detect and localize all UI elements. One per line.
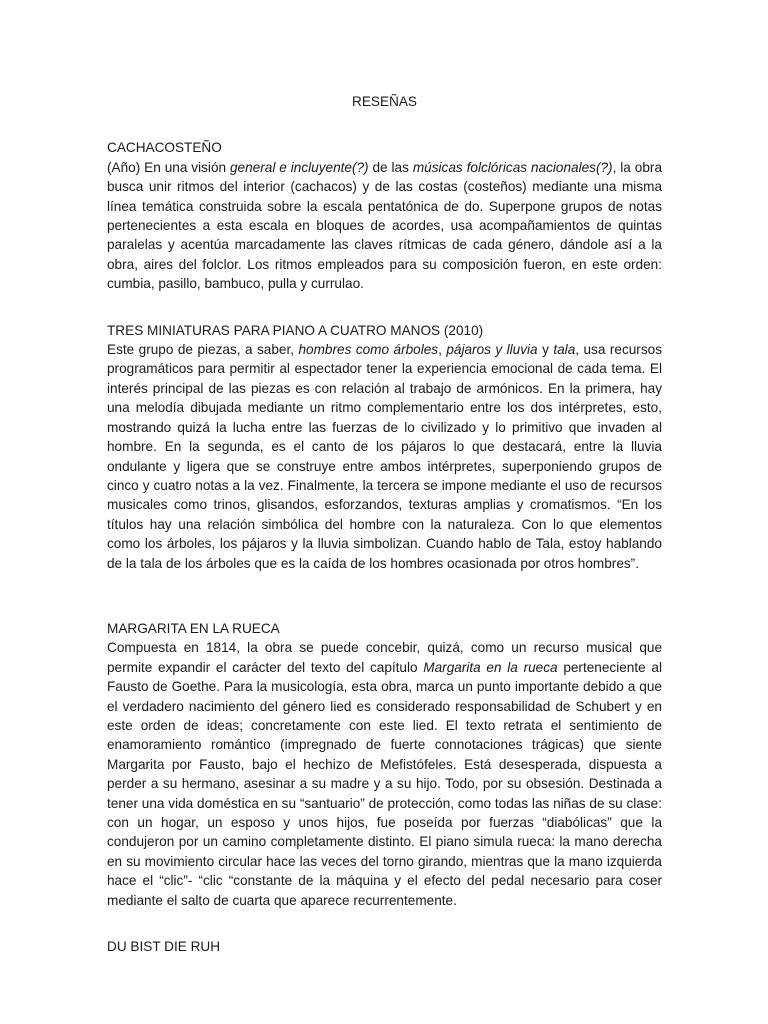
- text-run: ,: [438, 342, 447, 358]
- section-heading: TRES MINIATURAS PARA PIANO A CUATRO MANOS (2010): [107, 322, 484, 338]
- review-margarita-en-la-rueca: [107, 619, 662, 910]
- text-run: , la obra busca unir ritmos del interior (cachacos) y de las costas (costeños) mediante una misma línea temática construida sobre la escala pentatónica de do. Superpone grupos de notas pertenecientes a esta escala en bloques de acordes, usa acompañamientos de quintas paralelas y acentúa marcadamente las claves rítmicas de cada género, dándole así a la obra, aires del folclor. Los ritmos empleados para su composición fueron, en este orden: cumbia, pasillo, bambuco, pulla y currulao.: [107, 159, 663, 292]
- italic-run: Margarita en la rueca: [423, 659, 558, 675]
- italic-run: pájaros y lluvia: [446, 342, 538, 358]
- text-run: (Año) En una visión: [107, 159, 230, 175]
- review-cachacosteno: [107, 138, 662, 293]
- section-heading: CACHACOSTEÑO: [107, 140, 222, 156]
- text-run: Este grupo de piezas, a saber,: [107, 342, 299, 358]
- section-heading: DU BIST DIE RUH: [107, 939, 221, 955]
- text-run: Compuesta en 1814, la obra se puede concebir, quizá, como un recurso musical que permite expandir el carácter del texto del capítulo: [107, 640, 662, 675]
- page-title: RESEÑAS: [352, 94, 417, 109]
- review-tres-miniaturas: [107, 321, 662, 573]
- italic-run: músicas folclóricas nacionales(?): [412, 159, 613, 175]
- text-run: y: [537, 342, 554, 358]
- review-du-bist-die-ruh: [107, 937, 662, 956]
- section-heading: MARGARITA EN LA RUECA: [107, 620, 280, 636]
- italic-run: general e incluyente(?): [230, 159, 369, 175]
- italic-run: hombres como árboles: [298, 342, 439, 358]
- section-paragraph: [107, 340, 662, 573]
- text-run: , usa recursos programáticos para permitir al espectador tener la experiencia emocional de cada tema. El interés principal de las piezas es con relación al trabajo de armónicos. En la primera, hay una melodía dibujada mediante un ritmo complementario entre los dos intérpretes, esto, mostrando quizá la lucha entre las fuerzas de lo civilizado y lo primitivo que invaden al hombre. En la segunda, es el canto de los pájaros lo que destacará, entre la lluvia ondulante y ligera que se construye entre ambos intérpretes, superponiendo grupos de cinco y cuatro notas a la vez. Finalmente, la tercera se impone mediante el uso de recursos musicales como trinos, glisandos, esforzandos, texturas amplias y cromatismos. “En los títulos hay una relación simbólica del hombre con la naturaleza. Con lo que elementos como los árboles, los pájaros y la lluvia simbolizan. Cuando hablo de Tala, estoy hablando de la tala de los árboles que es la caída de los hombres ocasionada por otros hombres”.: [107, 342, 662, 571]
- italic-run: tala: [553, 342, 576, 358]
- text-run: perteneciente al Fausto de Goethe. Para la musicología, esta obra, marca un punto importante debido a que el verdadero nacimiento del género lied es considerado responsabilidad de Schubert y en este orden de ideas; concretamente con este lied. El texto retrata el sentimiento de enamoramiento romántico (impregnado de fuerte connotaciones trágicas) que siente Margarita por Fausto, bajo el hechizo de Mefistófeles. Está desesperada, dispuesta a perder a su hermano, asesinar a su madre y a su hijo. Todo, por su obsesión. Destinada a tener una vida doméstica en su “santuario” de protección, como todas las niñas de su clase: con un hogar, un esposo y unos hijos, fue poseída por fuerzas “diabólicas” que la condujeron por un camino completamente distinto. El piano simula rueca: la mano derecha en su movimiento circular hace las veces del torno girando, mientras que la mano izquierda hace el “clic”- “clic “constante de la máquina y el efecto del pedal necesario para coser mediante el salto de cuarta que aparece recurrentemente.: [107, 659, 662, 908]
- section-paragraph: [107, 638, 662, 910]
- section-paragraph: [107, 158, 662, 294]
- text-run: de las: [368, 159, 413, 175]
